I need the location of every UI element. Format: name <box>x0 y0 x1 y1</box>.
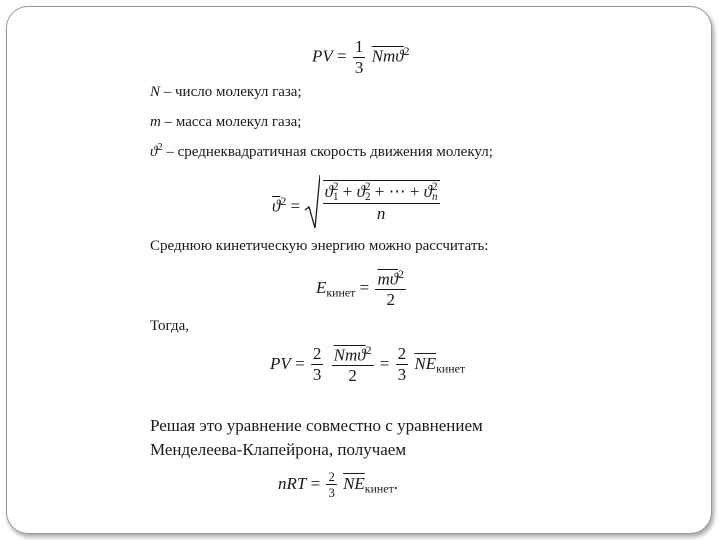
eq5-tail: . <box>393 473 399 493</box>
eq4-fraction2 <box>332 344 374 386</box>
eq3-numerator <box>375 268 406 289</box>
eq4-f3-den: 3 <box>397 364 407 384</box>
text-solve-line1: Решая это уравнение совместно с уравнением <box>150 416 483 435</box>
eq2-fraction <box>323 180 440 224</box>
eq2-term2-sup: 2 <box>364 181 371 194</box>
eq2-term3-sub: n <box>432 191 438 204</box>
eq4-lhs: PV <box>270 353 291 373</box>
eq5-rhs-sub: кинет <box>364 481 394 496</box>
eq5-fraction <box>326 470 336 500</box>
eq1-frac-den: 3 <box>354 57 364 77</box>
eq4-f1-num: 2 <box>312 344 322 364</box>
def-m-text: – масса молекул газа; <box>160 114 302 130</box>
eq1-fraction <box>353 38 366 77</box>
eq4-f3-num: 2 <box>397 344 407 364</box>
def-v-symbol: ϑ <box>150 143 158 160</box>
eq1-equals: = <box>337 46 347 66</box>
eq4-f2-numerator <box>332 344 374 365</box>
eq2-denominator: n <box>323 203 440 224</box>
def-n-symbol: N <box>150 84 161 100</box>
def-n-text: – число молекул газа; <box>160 84 302 100</box>
eq5-lhs: nRT <box>278 473 307 493</box>
eq1-rhs: $\overline{Nmϑ}$ <box>371 46 404 66</box>
def-v-sup: 2 <box>157 142 163 153</box>
equation-pv-energy <box>270 344 465 386</box>
eq2-term3: ϑ <box>423 182 433 202</box>
equation-nrt <box>278 470 398 500</box>
sqrt-sign-icon <box>304 174 320 230</box>
eq2-term1-sup: 2 <box>332 181 339 194</box>
eq2-lhs-sup: 2 <box>280 193 287 208</box>
eq2-lhs: $\overline{ϑ}$ <box>272 196 281 216</box>
eq4-equals1: = <box>295 353 305 373</box>
eq2-sqrt <box>304 174 441 230</box>
definition-velocity <box>150 142 493 161</box>
eq2-plus2: + ⋯ + <box>370 182 424 202</box>
eq4-f2-num-main: $\overline{Nmϑ}$ <box>333 345 366 365</box>
eq5-rhs: $\overline{NE}$ <box>343 473 365 493</box>
eq4-f1-den: 3 <box>312 364 322 384</box>
eq2-term2-sub: 2 <box>364 191 371 204</box>
definition-m <box>150 114 301 131</box>
equation-pv-basic <box>312 38 410 77</box>
eq1-rhs-sup: 2 <box>403 44 410 59</box>
def-v-text: – среднеквадратичная скорость движения молекул; <box>162 143 493 160</box>
eq4-f2-num-sup: 2 <box>365 343 372 357</box>
eq2-plus1: + <box>338 182 357 202</box>
eq3-fraction <box>375 268 406 310</box>
definition-n <box>150 84 302 101</box>
text-kinetic-energy: Среднюю кинетическую энергию можно рассчитать: <box>150 238 489 254</box>
eq3-denominator: 2 <box>375 289 406 310</box>
equation-kinetic-energy <box>316 268 408 310</box>
eq5-f-num: 2 <box>328 470 335 484</box>
eq2-equals: = <box>290 196 301 216</box>
eq1-lhs: PV <box>312 46 333 66</box>
eq2-term3-sup: 2 <box>432 181 438 194</box>
eq3-num-main: $\overline{mϑ}$ <box>377 269 399 289</box>
eq4-rhs: $\overline{NE}$ <box>414 353 437 373</box>
eq4-f2-den: 2 <box>332 365 374 386</box>
eq3-equals: = <box>359 277 370 297</box>
eq3-lhs-sub: кинет <box>326 285 356 300</box>
eq2-term1: ϑ <box>324 182 333 202</box>
eq4-equals2: = <box>379 353 390 373</box>
text-then: Тогда, <box>150 318 189 334</box>
eq5-equals: = <box>310 473 321 493</box>
eq3-num-sup: 2 <box>398 267 405 281</box>
eq2-term1-sub: 1 <box>332 191 339 204</box>
eq5-f-den: 3 <box>328 486 335 501</box>
eq3-lhs: E <box>316 277 327 297</box>
text-solve-line2: Менделеева-Клапейрона, получаем <box>150 440 407 459</box>
equation-rms-velocity <box>272 174 442 230</box>
eq4-fraction1 <box>311 345 324 384</box>
eq2-numerator <box>323 183 440 203</box>
eq2-term2: ϑ <box>356 182 365 202</box>
eq4-rhs-sub: кинет <box>436 361 466 376</box>
eq4-fraction3 <box>396 345 409 384</box>
def-m-symbol: m <box>150 114 161 130</box>
eq1-frac-num: 1 <box>354 37 364 56</box>
